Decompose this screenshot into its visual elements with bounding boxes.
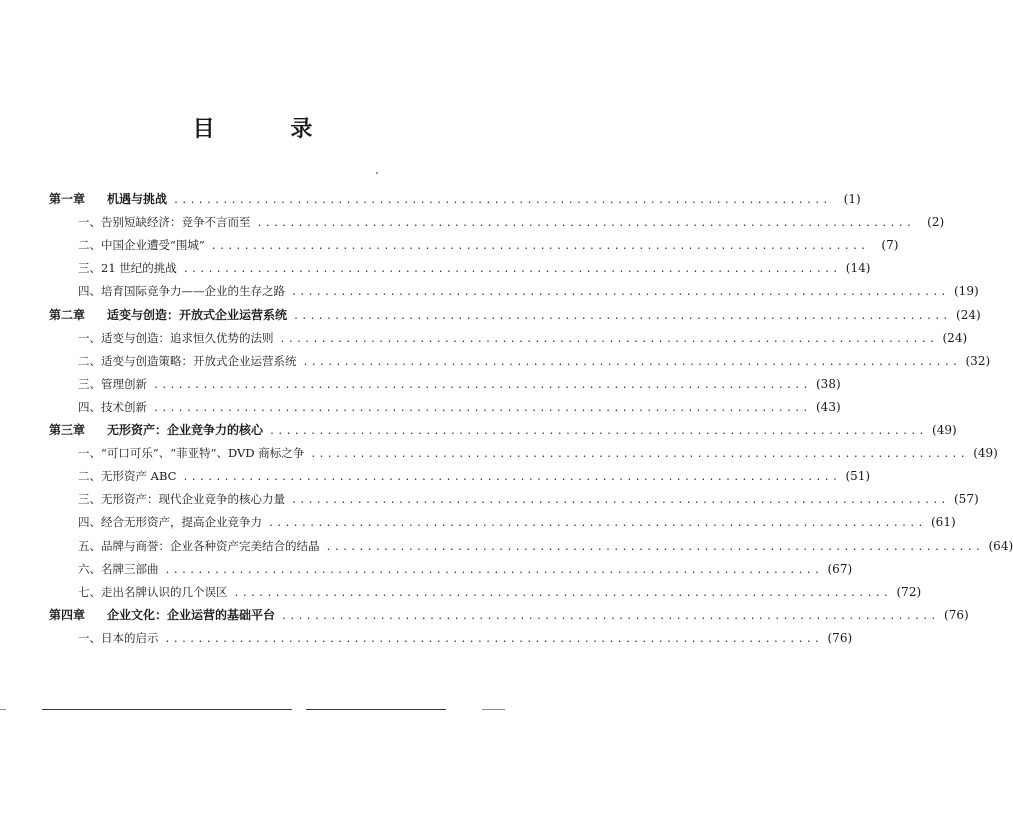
- dot-leader: ................................................................................: [268, 518, 926, 530]
- toc-section-row: [78, 235, 899, 255]
- dot-leader: ................................................................................: [310, 449, 968, 461]
- section-title: 六、名牌三部曲: [78, 561, 159, 576]
- chapter-number: 第三章: [49, 423, 86, 437]
- chapter-title: 企业文化：企业运营的基础平台: [107, 607, 276, 622]
- page-number: (32): [965, 353, 991, 368]
- toc-section-row: [78, 258, 871, 278]
- toc-section-row: [78, 397, 841, 417]
- section-title: 二、无形资产 ABC: [78, 469, 177, 484]
- page-number: (43): [816, 399, 841, 414]
- toc-section-row: [78, 281, 979, 301]
- dot-leader: ................................................................................: [182, 472, 841, 484]
- toc-chapter-row: [49, 605, 969, 625]
- section-title: 三、无形资产：现代企业竞争的核心力量: [78, 492, 285, 507]
- page-number: (24): [942, 330, 968, 345]
- dot-leader: ................................................................................: [293, 310, 951, 322]
- toc-chapter-row: [49, 420, 957, 440]
- dot-leader: ................................................................................: [291, 287, 949, 299]
- page-number: (19): [954, 284, 979, 299]
- chapter-number: 第一章: [49, 192, 86, 206]
- toc-section-row: [78, 212, 945, 232]
- toc-section-row: [78, 512, 956, 532]
- toc-section-row: [78, 351, 991, 371]
- page-number: (76): [827, 630, 853, 645]
- toc-section-row: [78, 443, 998, 463]
- page-number: (14): [845, 261, 871, 276]
- dot-leader: ................................................................................: [164, 633, 823, 645]
- section-title: 一、告别短缺经济：竞争不言而至: [78, 215, 251, 230]
- chapter-number: 第二章: [49, 307, 86, 322]
- section-title: 三、21 世纪的挑战: [78, 261, 177, 276]
- chapter-title: 无形资产：企业竞争力的核心: [107, 423, 264, 437]
- section-title: 七、走出名牌认识的几个误区: [78, 584, 228, 599]
- page-number: (61): [931, 515, 956, 530]
- page-number: (1): [843, 192, 861, 206]
- toc-section-row: [78, 536, 1013, 556]
- dot-leader: ................................................................................: [269, 426, 927, 437]
- toc-chapter-row: [49, 189, 861, 209]
- scan-speck: [376, 172, 378, 174]
- dot-leader: ................................................................................: [281, 610, 939, 622]
- page-number: (49): [973, 446, 998, 461]
- bottom-rule-left: [42, 709, 292, 710]
- section-title: 五、品牌与商誉：企业各种资产完美结合的结晶: [78, 538, 320, 553]
- toc-chapter-row: [49, 305, 981, 325]
- page-number: (64): [988, 538, 1013, 553]
- dot-leader: ................................................................................: [153, 402, 811, 414]
- page-number: (49): [932, 423, 957, 437]
- page-number: (38): [816, 376, 841, 391]
- dot-leader: ................................................................................: [164, 564, 823, 576]
- page-number: (67): [827, 561, 853, 576]
- bottom-rule-right: [306, 709, 446, 710]
- dot-leader: ................................................................................: [302, 356, 961, 368]
- dot-leader: ................................................................................: [210, 241, 869, 253]
- toc-section-row: [78, 374, 841, 394]
- page-number: (57): [954, 492, 979, 507]
- dot-leader: ................................................................................: [182, 264, 841, 276]
- dot-leader: ................................................................................: [256, 218, 915, 230]
- section-title: 四、经合无形资产，提高企业竞争力: [78, 515, 262, 530]
- bottom-rule-edge: [0, 709, 6, 710]
- section-title: 四、培育国际竞争力——企业的生存之路: [78, 284, 285, 299]
- chapter-title: 机遇与挑战: [107, 192, 168, 206]
- toc-section-row: [78, 559, 853, 579]
- section-title: 二、适变与创造策略：开放式企业运营系统: [78, 353, 297, 368]
- section-title: 一、“可口可乐”、“菲亚特”、DVD 商标之争: [78, 446, 305, 461]
- dot-leader: ................................................................................: [325, 541, 984, 553]
- bottom-rule-edge-right: [482, 709, 505, 710]
- section-title: 四、技术创新: [78, 399, 147, 414]
- page-number: (51): [845, 469, 871, 484]
- page-number: (24): [956, 307, 981, 322]
- page-number: (7): [881, 238, 899, 253]
- toc-section-row: [78, 582, 922, 602]
- dot-leader: ................................................................................: [173, 195, 831, 206]
- dot-leader: ................................................................................: [233, 587, 892, 599]
- toc-section-row: [78, 628, 853, 648]
- dot-leader: ................................................................................: [291, 495, 949, 507]
- section-title: 二、中国企业遭受“围城”: [78, 238, 205, 253]
- dot-leader: ................................................................................: [153, 379, 811, 391]
- chapter-number: 第四章: [49, 607, 86, 622]
- toc-section-row: [78, 328, 968, 348]
- section-title: 一、适变与创造：追求恒久优势的法则: [78, 330, 274, 345]
- page-title: 目 录: [192, 117, 347, 142]
- section-title: 一、日本的启示: [78, 630, 159, 645]
- page-number: (72): [896, 584, 922, 599]
- page-number: (2): [927, 215, 945, 230]
- toc-section-row: [78, 489, 979, 509]
- toc-section-row: [78, 466, 871, 486]
- dot-leader: ................................................................................: [279, 333, 938, 345]
- section-title: 三、管理创新: [78, 376, 147, 391]
- page-number: (76): [944, 607, 969, 622]
- chapter-title: 适变与创造：开放式企业运营系统: [107, 307, 288, 322]
